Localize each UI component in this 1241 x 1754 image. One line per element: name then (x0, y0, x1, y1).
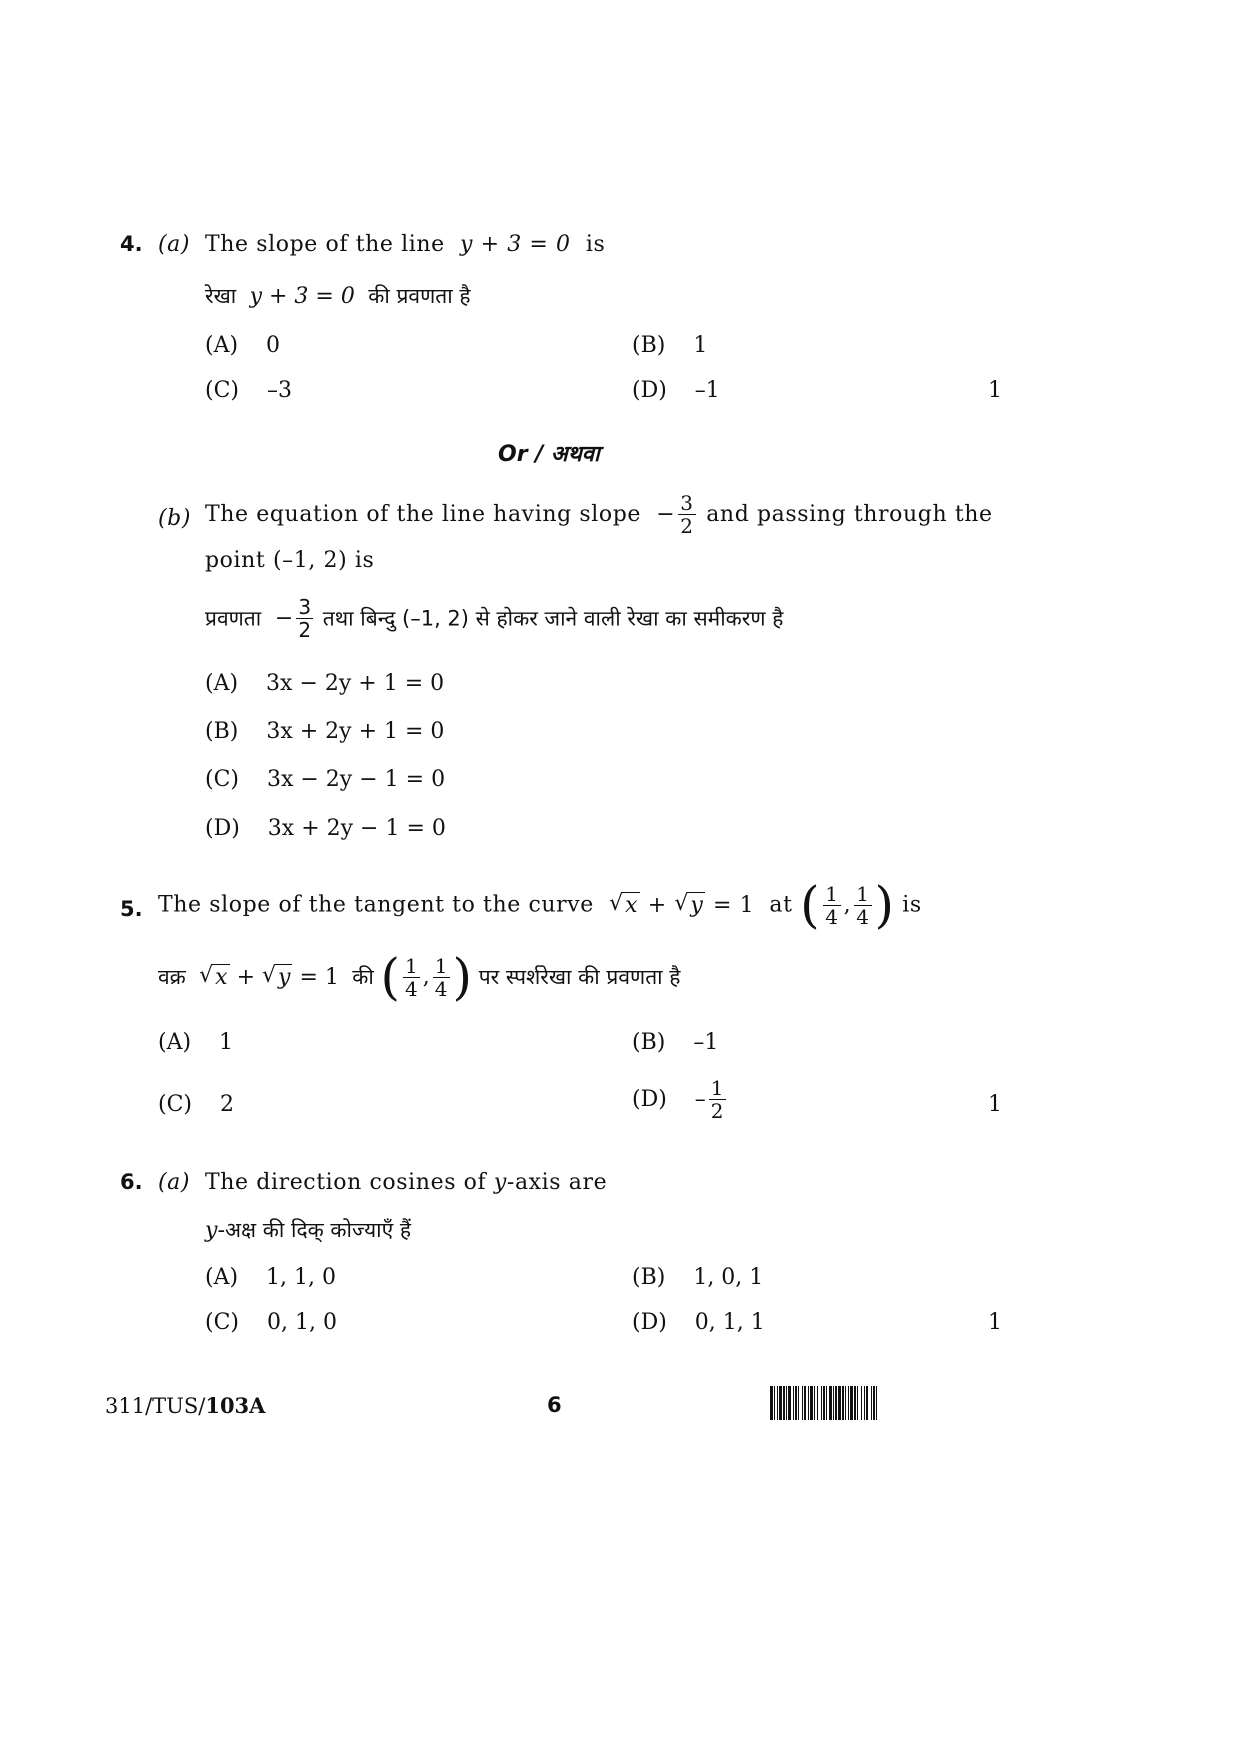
sqrt-x: √ x (199, 965, 229, 990)
right-paren: ) (874, 876, 895, 934)
option-value: 0 (266, 333, 281, 358)
q6-a-label: (a) (158, 1170, 191, 1195)
q4-number: 4. (120, 232, 143, 256)
minus-sign: − (648, 502, 676, 527)
option-label: (B) (632, 1030, 666, 1055)
q4-a-text-hi (205, 282, 471, 310)
q4-b-option-b (205, 719, 444, 744)
option-value: 1, 1, 0 (266, 1265, 337, 1290)
left-paren: ( (380, 948, 401, 1006)
q5-text-hi: वक्र √ x + √ y = 1 की ( $\frac{1}{4}$ , $\frac{1}{4}$ ) पर स्पर्शरेखा की प्रवणता है (158, 952, 680, 1002)
q4-a-option-a (205, 333, 280, 358)
q6-hi-y-var: y (205, 1218, 218, 1243)
option-label: (A) (158, 1030, 192, 1055)
fraction-1-4: $\frac{1}{4}$ (856, 881, 870, 929)
q5-hi-ki: की (352, 965, 374, 989)
q4-a-hi-2: की प्रवणता है (368, 284, 471, 308)
q6-option-d (632, 1310, 765, 1335)
q4-b-text-hi (205, 596, 783, 641)
equation-rhs: = 1 (299, 964, 339, 990)
option-label: (A) (205, 671, 239, 696)
q4-b-hi-1: प्रवणता (205, 606, 262, 631)
q4-b-hi-2: तथा बिन्दु (–1, 2) से होकर जाने वाली रेखा का समीकरण है (322, 606, 784, 631)
sqrt-y: √ y (262, 965, 292, 990)
q6-hi-stem: -अक्ष की दिक् कोज्याएँ हैं (217, 1218, 412, 1242)
q6-option-b (632, 1265, 763, 1290)
option-label: (D) (632, 1310, 667, 1335)
q4-a-label: (a) (158, 232, 191, 257)
fraction-1-4: $\frac{1}{4}$ (825, 881, 839, 929)
q5-option-b (632, 1030, 718, 1055)
q6-option-a (205, 1265, 336, 1290)
q4-a-stem: The slope of the line (205, 232, 445, 257)
q4-b-option-d (205, 816, 446, 841)
option-label: (D) (632, 1087, 667, 1112)
option-label: (C) (205, 767, 239, 792)
q4-a-hi-1: रेखा (205, 284, 237, 308)
q5-option-d (632, 1077, 729, 1122)
q5-curve-equation: √ x + √ y = 1 (609, 893, 754, 918)
q4-b-hi-slope-fraction (296, 596, 313, 641)
option-value: 3x + 2y − 1 = 0 (267, 816, 446, 841)
q4-b-text-en-line1 (205, 492, 993, 537)
q5-at: at (769, 892, 793, 918)
q6-option-c (205, 1310, 337, 1335)
q6-number: 6. (120, 1170, 143, 1194)
page-number: 6 (547, 1393, 562, 1417)
paper-code-prefix: 311/TUS/ (105, 1394, 206, 1418)
option-value: –1 (693, 1030, 719, 1055)
left-paren: ( (800, 876, 821, 934)
q4-or-separator: Or / अथवा (498, 442, 600, 467)
q6-stem: The direction cosines of (205, 1170, 487, 1195)
option-value: 1, 0, 1 (693, 1265, 764, 1290)
right-paren: ) (452, 948, 473, 1006)
q4-a-equation: y + 3 = 0 (459, 232, 571, 257)
option-label: (A) (205, 333, 239, 358)
option-label: (A) (205, 1265, 239, 1290)
option-value: 3x − 2y − 1 = 0 (266, 767, 446, 792)
q4-b-stem: The equation of the line having slope (205, 502, 642, 527)
q4-a-hi-equation: y + 3 = 0 (249, 284, 355, 309)
q4-marks: 1 (988, 378, 1003, 403)
option-label: (C) (158, 1092, 192, 1117)
q5-hi-curve-equation: √ x + √ y = 1 (199, 965, 339, 990)
q4-b-option-c (205, 767, 445, 792)
q6-text-hi (205, 1216, 411, 1244)
option-value: – (694, 1087, 706, 1112)
option-value: –1 (694, 378, 720, 403)
barcode (770, 1386, 1002, 1420)
option-label: (B) (632, 1265, 666, 1290)
q6-stem-2: -axis are (506, 1170, 608, 1195)
q5-hi-1: वक्र (158, 965, 186, 989)
barcode-bar (877, 1386, 880, 1420)
q4-b-label: (b) (158, 506, 192, 531)
option-label: (B) (632, 333, 666, 358)
q5-is: is (902, 892, 922, 918)
option-value: 1 (219, 1030, 234, 1055)
option-label: (D) (205, 816, 240, 841)
option-value: 3x + 2y + 1 = 0 (266, 719, 445, 744)
paper-code-bold: 103A (205, 1393, 266, 1418)
q4-b-option-a (205, 671, 444, 696)
q6-text-en (205, 1170, 607, 1195)
q4-a-is: is (585, 232, 606, 257)
option-label: (B) (205, 719, 239, 744)
q6-marks: 1 (988, 1310, 1003, 1335)
option-value: 2 (219, 1092, 234, 1117)
q4-a-option-d (632, 378, 720, 403)
q4-b-stem-2: and passing through the (706, 502, 993, 527)
option-value: 1 (693, 333, 708, 358)
minus-sign: − (267, 606, 294, 631)
paper-code (105, 1393, 265, 1418)
sqrt-x: √ x (609, 893, 640, 918)
denominator: 2 (298, 618, 312, 642)
q5-hi-2: पर स्पर्शरेखा की प्रवणता है (478, 965, 681, 989)
q5-option-a (158, 1030, 233, 1055)
q5-text-en: The slope of the tangent to the curve √ x + √ y = 1 at ( $\frac{1}{4}$ , $\frac{1}{4}$ ) is (158, 880, 922, 930)
denominator: 2 (680, 514, 694, 538)
option-value: –3 (266, 378, 292, 403)
q6-y-var: y (493, 1170, 507, 1195)
q4-b-text-en-line2: point (–1, 2) is (205, 548, 375, 573)
numerator: 3 (680, 491, 694, 515)
q5-option-c (158, 1092, 234, 1117)
numerator: 3 (298, 595, 312, 619)
q5-number: 5. (120, 897, 143, 921)
q4-a-text-en (205, 232, 605, 257)
option-label: (C) (205, 378, 239, 403)
fraction-1-4: $\frac{1}{4}$ (434, 953, 448, 1001)
q4-a-option-b (632, 333, 707, 358)
q4-a-option-c (205, 378, 292, 403)
q5-stem: The slope of the tangent to the curve (158, 892, 594, 918)
fraction-1-2: $\frac{1}{2}$ (710, 1076, 724, 1123)
equation-rhs: = 1 (712, 892, 755, 918)
q4-b-slope-fraction (678, 492, 695, 537)
option-label: (C) (205, 1310, 239, 1335)
sqrt-y: √ y (674, 893, 705, 918)
option-value: 3x − 2y + 1 = 0 (266, 671, 445, 696)
option-label: (D) (632, 378, 667, 403)
option-value: 0, 1, 1 (694, 1310, 765, 1335)
q5-marks: 1 (988, 1092, 1003, 1117)
option-value: 0, 1, 0 (266, 1310, 337, 1335)
fraction-1-4: $\frac{1}{4}$ (405, 953, 418, 1001)
